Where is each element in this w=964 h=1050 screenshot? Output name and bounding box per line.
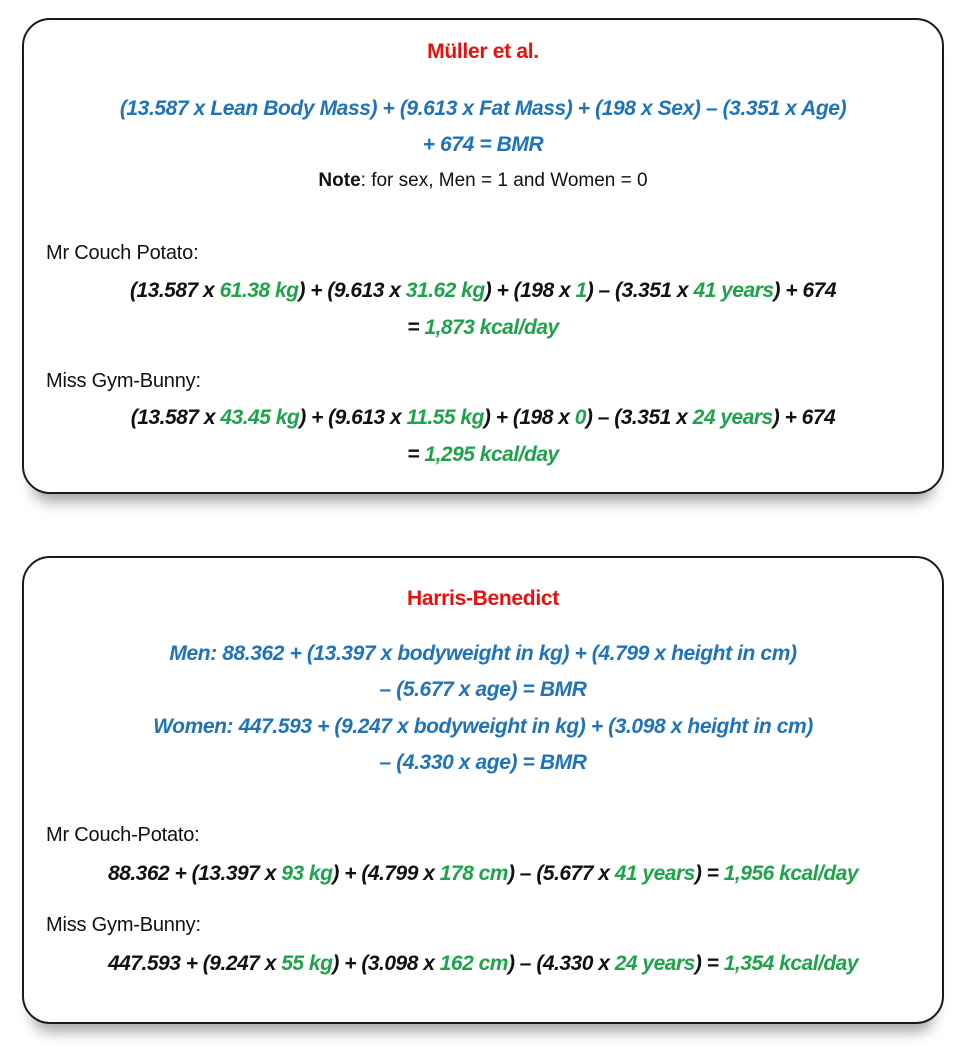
calc-text: ) =: [694, 862, 724, 885]
harris-benedict-card: [22, 556, 944, 1024]
muller-couch-label: Mr Couch Potato:: [46, 242, 199, 264]
harris-title: Harris-Benedict: [407, 587, 559, 610]
muller-gym-calc: [24, 399, 942, 436]
calc-text: ) + (198 x: [484, 279, 576, 302]
height-value: 178 cm: [439, 862, 508, 885]
calc-text: ) + (9.613 x: [298, 279, 406, 302]
height-value: 162 cm: [439, 952, 508, 975]
calc-text: ) – (4.330 x: [507, 952, 615, 975]
muller-gym-label: Miss Gym-Bunny:: [46, 370, 201, 392]
lean-body-mass-value: 43.45 kg: [220, 406, 300, 429]
sex-value: 1: [575, 279, 587, 302]
calc-text: ) + (3.098 x: [332, 952, 440, 975]
harris-women-line1: Women: 447.593 + (9.247 x bodyweight in kg) + (3.098 x height in cm): [153, 715, 813, 738]
calc-text: ) – (5.677 x: [507, 862, 615, 885]
calc-text: 88.362 + (13.397 x: [107, 862, 282, 885]
bmr-result: 1,354 kcal/day: [723, 952, 859, 975]
harris-gym-label: Miss Gym-Bunny:: [46, 914, 201, 936]
note-text: : for sex, Men = 1 and Women = 0: [360, 170, 648, 191]
muller-formula-line2: + 674 = BMR: [422, 133, 544, 156]
harris-women-line2: – (4.330 x age) = BMR: [379, 751, 587, 774]
harris-gym-calc: [24, 945, 942, 982]
muller-note: [24, 170, 942, 192]
calc-text: 447.593 + (9.247 x: [107, 952, 282, 975]
calc-text: (13.587 x: [130, 406, 221, 429]
harris-men-line1: Men: 88.362 + (13.397 x bodyweight in kg) + (4.799 x height in cm): [169, 642, 797, 665]
muller-couch-calc: [24, 272, 942, 309]
harris-men-line2: – (5.677 x age) = BMR: [379, 678, 587, 701]
lean-body-mass-value: 61.38 kg: [219, 279, 299, 302]
fat-mass-value: 31.62 kg: [405, 279, 485, 302]
calc-text: (13.587 x: [129, 279, 220, 302]
bmr-result: 1,956 kcal/day: [723, 862, 859, 885]
calc-text: ) + (4.799 x: [332, 862, 440, 885]
calc-text: ) + (9.613 x: [299, 406, 407, 429]
calc-text: ) + 674: [773, 279, 836, 302]
equals-sign: =: [407, 316, 425, 339]
bodyweight-value: 55 kg: [281, 952, 333, 975]
bmr-result: 1,295 kcal/day: [424, 443, 559, 466]
bmr-result: 1,873 kcal/day: [424, 316, 559, 339]
equals-sign: =: [407, 443, 425, 466]
note-label: Note: [318, 170, 361, 191]
muller-formula-line1: (13.587 x Lean Body Mass) + (9.613 x Fat Mass) + (198 x Sex) – (3.351 x Age): [119, 97, 847, 120]
bodyweight-value: 93 kg: [281, 862, 333, 885]
calc-text: ) =: [694, 952, 724, 975]
harris-couch-label: Mr Couch-Potato:: [46, 824, 200, 846]
fat-mass-value: 11.55 kg: [406, 406, 484, 429]
calc-text: ) + (198 x: [483, 406, 575, 429]
age-value: 41 years: [614, 862, 695, 885]
calc-text: ) – (3.351 x: [585, 406, 693, 429]
calc-text: ) – (3.351 x: [586, 279, 694, 302]
muller-title: Müller et al.: [427, 40, 539, 63]
muller-card: [22, 18, 944, 494]
harris-couch-calc: [24, 855, 942, 892]
age-value: 24 years: [692, 406, 773, 429]
age-value: 24 years: [614, 952, 695, 975]
sex-value: 0: [574, 406, 586, 429]
age-value: 41 years: [693, 279, 774, 302]
muller-gym-result: [24, 436, 942, 473]
muller-couch-result: [24, 309, 942, 346]
calc-text: ) + 674: [772, 406, 836, 429]
